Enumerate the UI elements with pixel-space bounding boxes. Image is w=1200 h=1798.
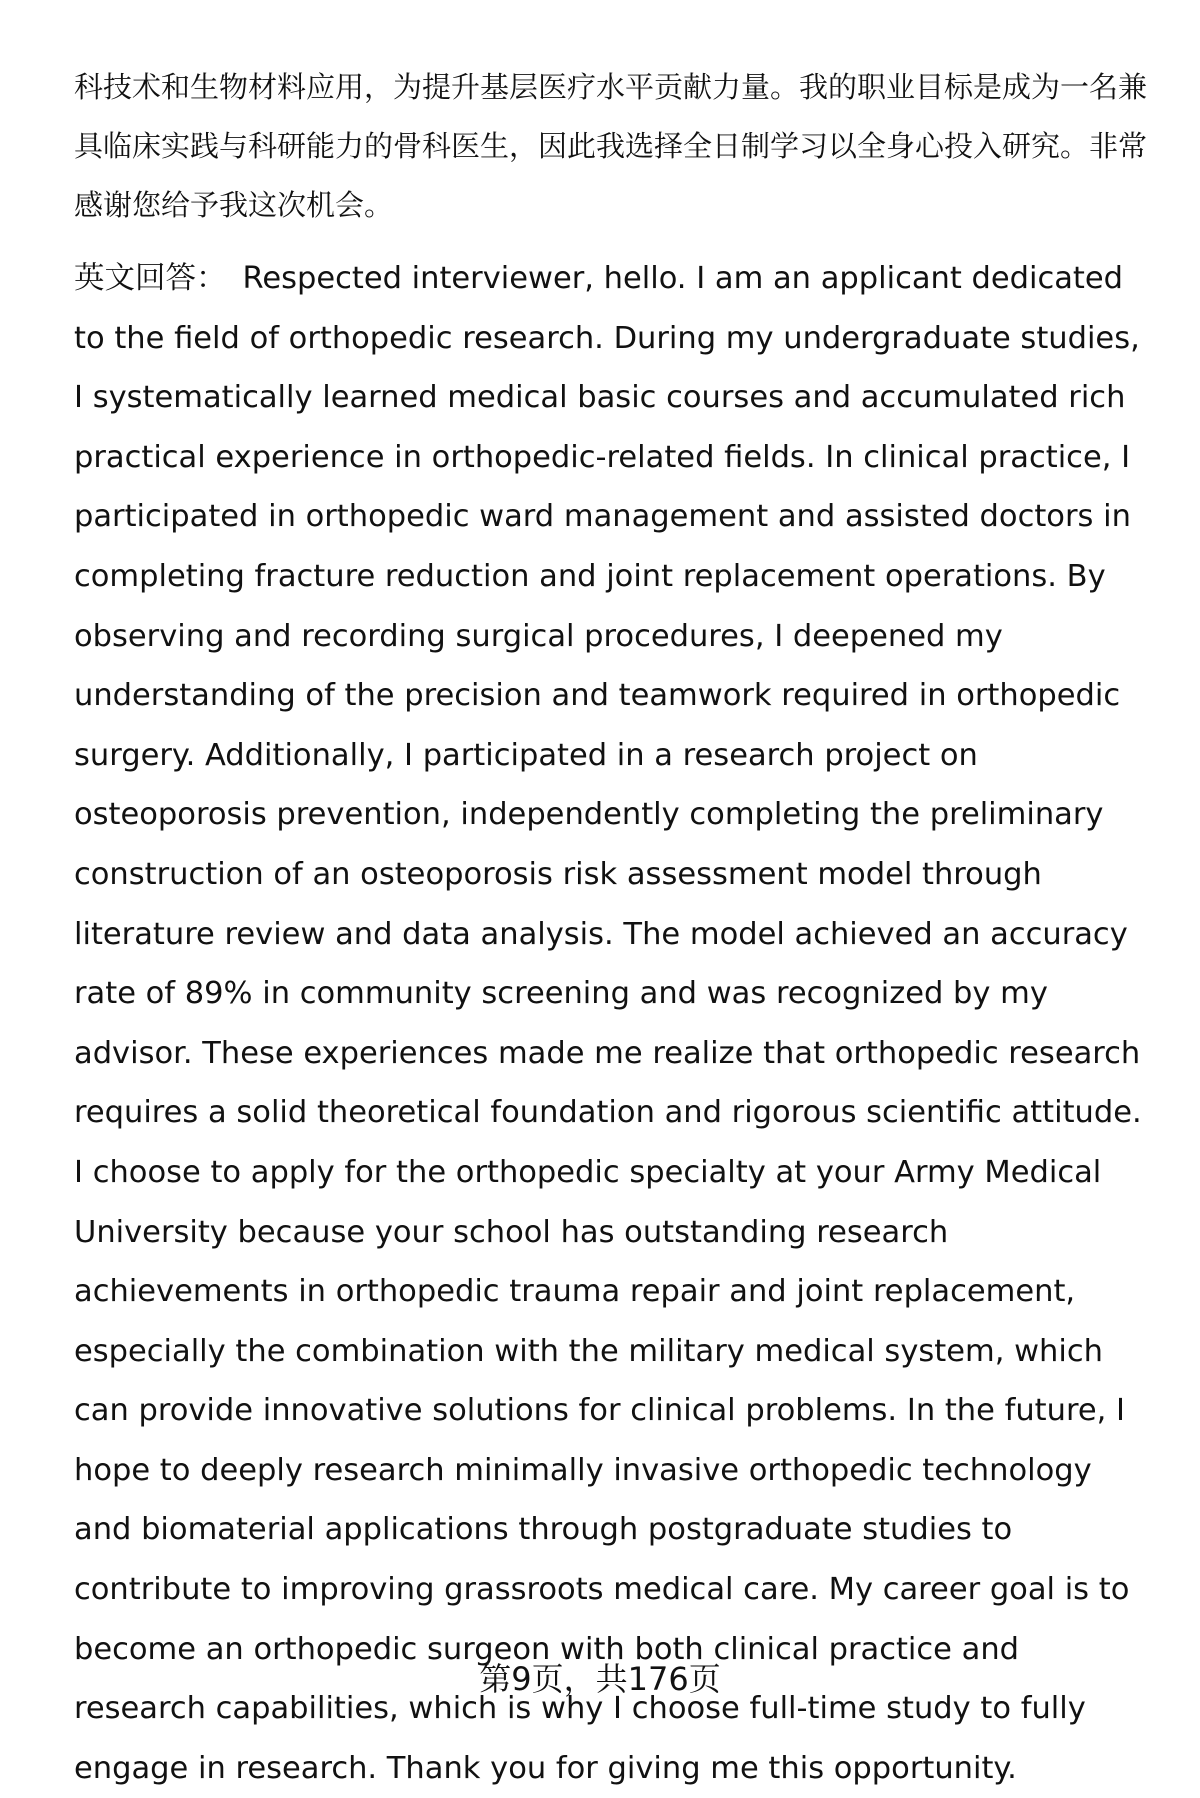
english-answer-paragraph (74, 249, 1154, 1798)
english-answer-text: Respected interviewer, hello. I am an applicant dedicated to the field of orthopedic research. During my undergraduate studies, I systematically learned medical basic courses and accumulated rich practical experience in orthopedic-related fields. In clinical practice, I participated in orthopedic ward management and assisted doctors in completing fracture reduction and joint replacement operations. By observing and recording surgical procedures, I deepened my understanding of the precision and teamwork required in orthopedic surgery. Additionally, I participated in a research project on osteoporosis prevention, independently completing the preliminary construction of an osteoporosis risk assessment model through literature review and data analysis. The model achieved an accuracy rate of 89% in community screening and was recognized by my advisor. These experiences made me realize that orthopedic research requires a solid theoretical foundation and rigorous scientific attitude. I choose to apply for the orthopedic specialty at your Army Medical University because your school has outstanding research achievements in orthopedic trauma repair and joint replacement, especially the combination with the military medical system, which can provide innovative solutions for clinical problems. In the future, I hope to deeply research minimally invasive orthopedic technology and biomaterial applications through postgraduate studies to contribute to improving grassroots medical care. My career goal is to become an orthopedic surgeon with both clinical practice and research capabilities, which is why I choose full-time study to fully engage in research. Thank you for giving me this opportunity. (74, 261, 1142, 1786)
page-number-footer: 第9页，共176页 (479, 1660, 721, 1698)
english-answer-label: 英文回答： (74, 261, 227, 296)
document-page (74, 58, 1154, 1798)
chinese-answer-paragraph: 科技术和生物材料应用，为提升基层医疗水平贡献力量。我的职业目标是成为一名兼具临床实践与科研能力的骨科医生，因此我选择全日制学习以全身心投入研究。非常感谢您给予我这次机会。 (74, 70, 1148, 222)
